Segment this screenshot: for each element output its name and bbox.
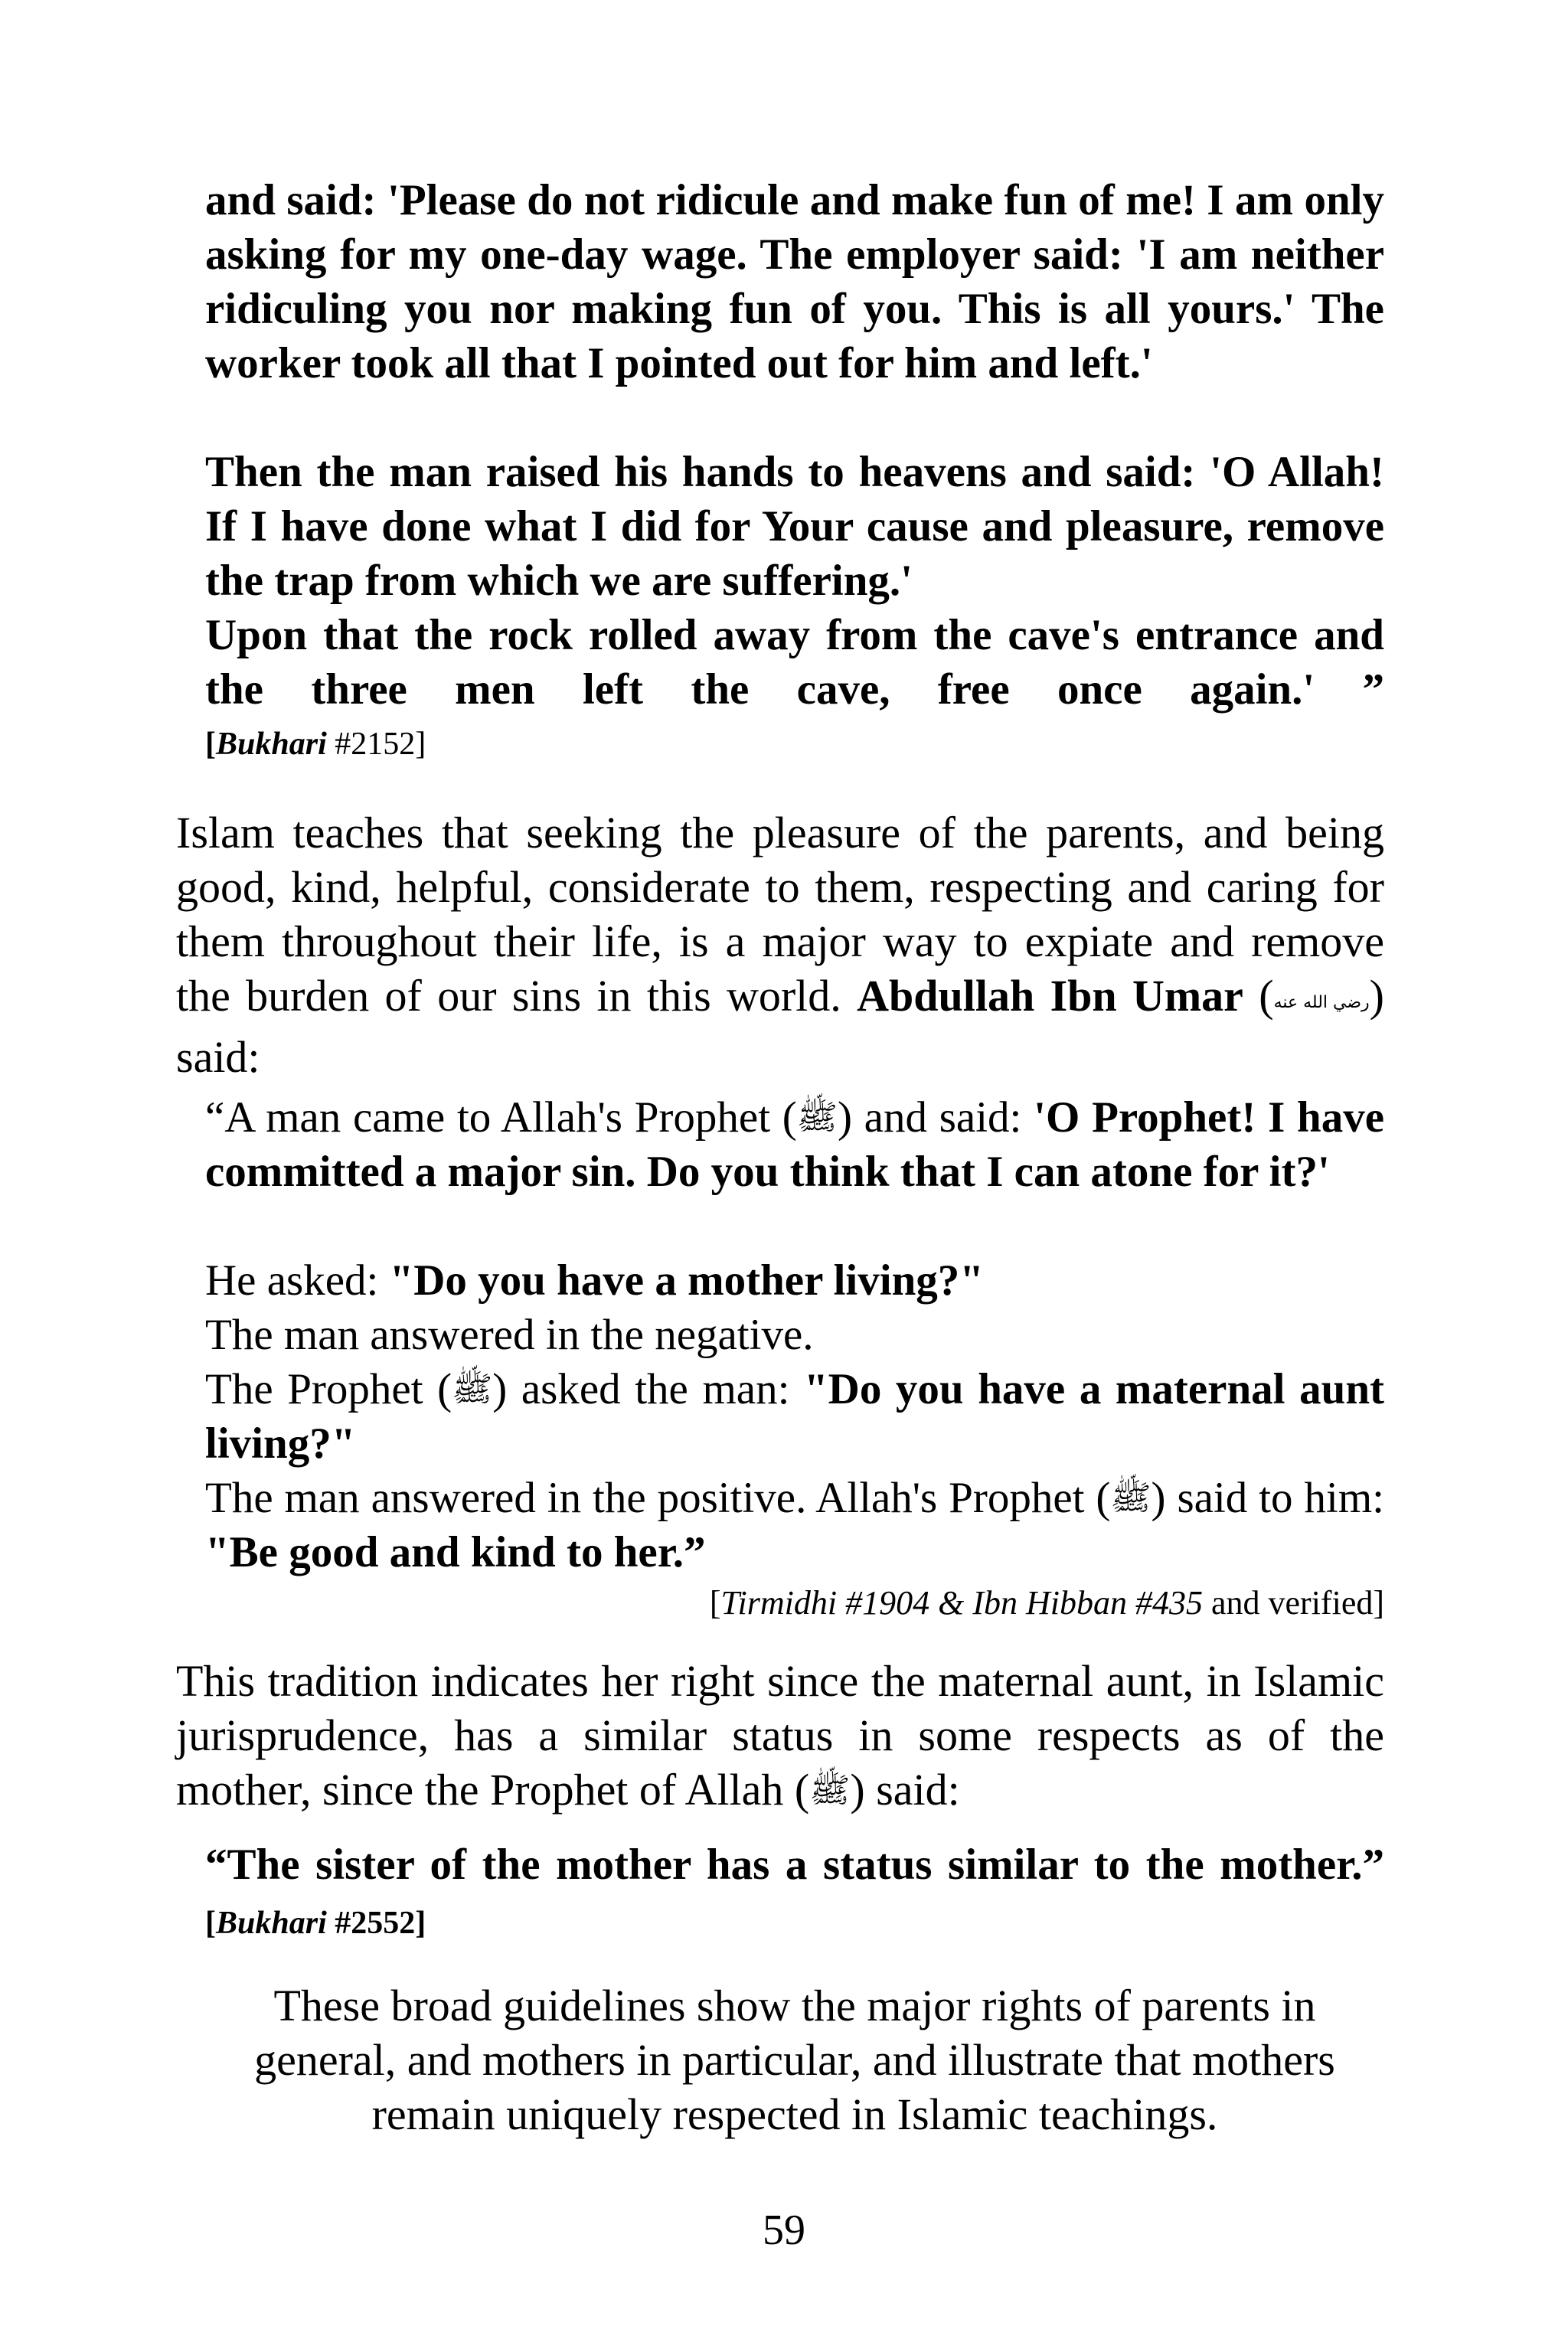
- narrator-name: Abdullah Ibn Umar: [857, 971, 1243, 1021]
- hadith-cave-paragraph-3: [205, 608, 1384, 717]
- ref-number: #2552]: [326, 1906, 426, 1941]
- pbuh-symbol: ﷺ: [452, 1370, 493, 1408]
- hadith-aunt-line-3: The man answered in the negative.: [205, 1311, 814, 1359]
- ref-source: Tirmidhi #1904 & Ibn Hibban #435: [720, 1584, 1203, 1622]
- conclusion-paragraph: [205, 1978, 1384, 2141]
- ref-bracket: [: [205, 727, 216, 762]
- page-number: 59: [763, 2207, 805, 2254]
- ref-source: Bukhari: [216, 1906, 327, 1941]
- hadith-aunt-question: 'O Prophet! I have committed a major sin. Do you think that I can atone for it?': [205, 1093, 1385, 1196]
- hadith-cave-reference: [205, 721, 1384, 767]
- hadith-sister-text: “The sister of the mother has a status similar to the mother.”: [205, 1841, 1384, 1889]
- hadith-aunt-line-2: He asked: "Do you have a mother living?": [205, 1256, 984, 1305]
- hadith-aunt-line-5: The man answered in the positive. Allah's Prophet (ﷺ) said to him: "Be good and kind to her.”: [205, 1471, 1384, 1579]
- intro-parents-paragraph: Islam teaches that seeking the pleasure of the parents, and being good, kind, helpful, considerate to them, respecting and caring for them throughout their life, is a major way to expiate and remove the burden of our sins in this world. Abdullah Ibn Umar (رضي الله عنه) said:: [176, 808, 1384, 1082]
- pbuh-symbol: ﷺ: [796, 1099, 838, 1136]
- ref-source: Bukhari: [216, 727, 327, 762]
- hadith-aunt-reference: [Tirmidhi #1904 & Ibn Hibban #435 and verified]: [709, 1584, 1384, 1622]
- hadith-cave-paragraph-1: [205, 173, 1384, 390]
- ref-number: #2152]: [326, 727, 426, 762]
- hadith-sister-paragraph: “The sister of the mother has a status similar to the mother.” [Bukhari #2552]: [205, 1841, 1384, 1941]
- hadith-aunt-paragraph-1: “A man came to Allah's Prophet (ﷺ) and said: 'O Prophet! I have committed a major sin. Do you think that I can atone for it?': [205, 1090, 1384, 1199]
- hadith-cave-text-3: Upon that the rock rolled away from the cave's entrance and the three men left the cave, free once again.' ”: [205, 611, 1384, 714]
- pbuh-symbol: ﷺ: [809, 1772, 851, 1809]
- conclusion-text: These broad guidelines show the major rights of parents in general, and mothers in particular, and illustrate that mothers remain uniquely respected in Islamic teachings.: [254, 1981, 1335, 2139]
- honorific-symbol: رضي الله عنه: [1273, 993, 1370, 1012]
- aunt-status-paragraph: This tradition indicates her right since the maternal aunt, in Islamic jurisprudence, has a similar status in some respects as of the mother, since the Prophet of Allah (ﷺ) said:: [176, 1654, 1384, 1818]
- intro-parents-text: Islam teaches that seeking the pleasure of the parents, and being good, kind, helpful, considerate to them, respecting and caring for them throughout their life, is a major way to expiate and remove the burden of our sins in this world.: [176, 808, 1384, 1021]
- hadith-cave-text-1: and said: 'Please do not ridicule and make fun of me! I am only asking for my one-day wage. The employer said: 'I am neither ridiculing you nor making fun of you. This is all yours.' The worker took all that I pointed out for him and left.': [205, 176, 1384, 387]
- pbuh-symbol: ﷺ: [1110, 1479, 1152, 1517]
- hadith-cave-paragraph-2: [205, 445, 1384, 608]
- hadith-aunt-line-4: The Prophet (ﷺ) asked the man: "Do you have a maternal aunt living?": [205, 1362, 1384, 1471]
- hadith-cave-text-2: Then the man raised his hands to heavens and said: 'O Allah! If I have done what I did for Your cause and pleasure, remove the trap from which we are suffering.': [205, 448, 1384, 605]
